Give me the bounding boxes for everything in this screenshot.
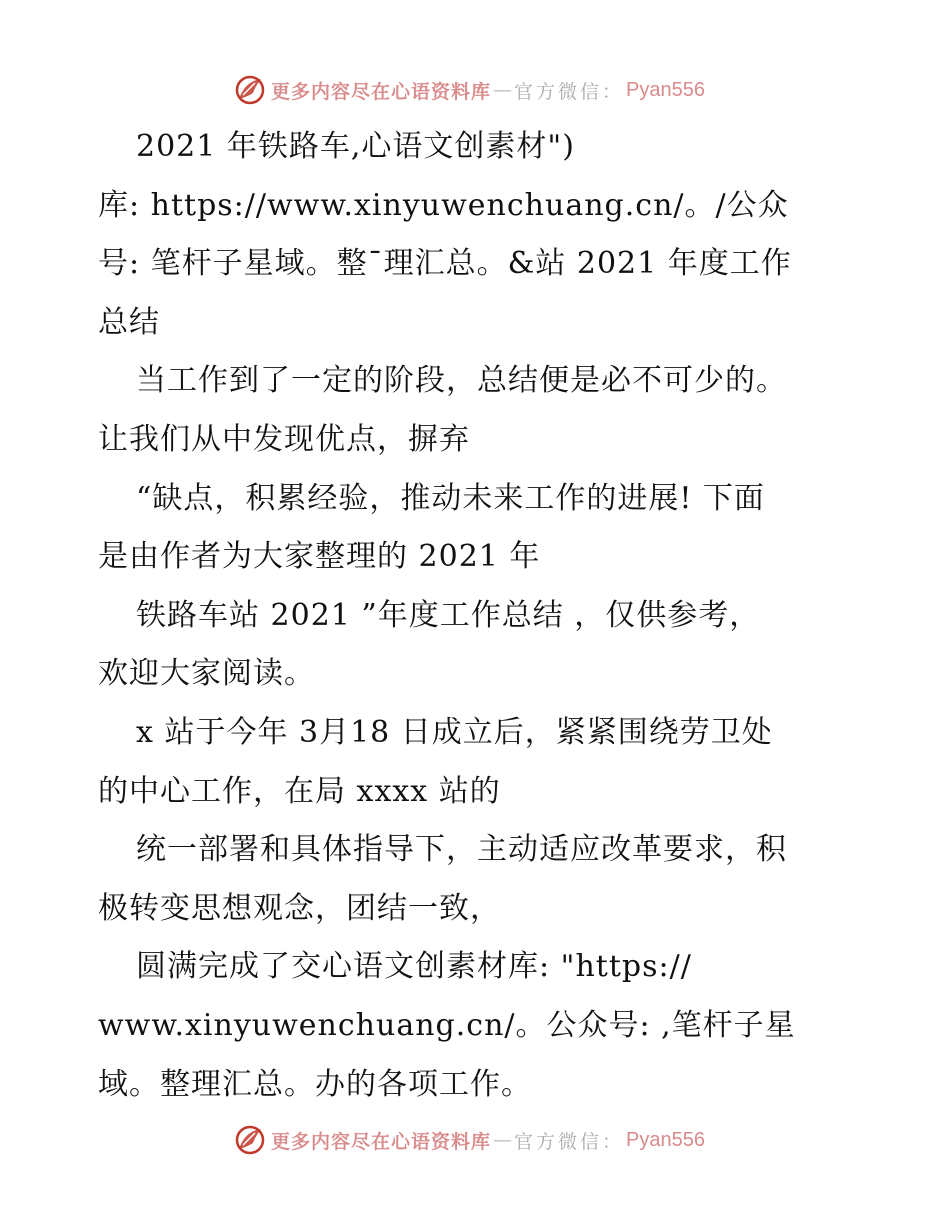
paragraph-line: 号: 笔杆子星域。整¯理汇总。&站 2021 年度工作 — [98, 246, 792, 282]
banner-dash: — — [493, 1129, 513, 1151]
banner-wechat-id: Pyan556 — [626, 78, 705, 101]
paragraph-line: 是由作者为大家整理的 2021 年 — [98, 539, 541, 575]
banner-official-label: 官方微信： — [514, 80, 625, 103]
banner-dash: — — [493, 79, 513, 101]
paragraph-line: 让我们从中发现优点，摒弃 — [98, 421, 470, 457]
paragraph-line: 2021 年铁路车,心语文创素材") — [136, 129, 575, 164]
document-body — [98, 118, 858, 1114]
paragraph-line: 铁路车站 2021 ”年度工作总结 ，仅供参考， — [136, 597, 761, 633]
paragraph-line: 极转变思想观念，团结一致， — [98, 890, 501, 926]
paragraph-line: 当工作到了一定的阶段，总结便是必不可少的。 — [136, 363, 787, 399]
paragraph-line: 圆满完成了交心语文创素材库: "https:// — [136, 949, 692, 985]
paragraph-line: 库: https://www.xinyuwenchuang.cn/。/公众 — [98, 187, 789, 223]
pen-nib-logo-icon — [233, 73, 267, 107]
paragraph-line: 域。整理汇总。办的各项工作。 — [98, 1066, 532, 1102]
paragraph-line: 的中心工作，在局 xxxx 站的 — [98, 773, 501, 809]
header-banner — [233, 72, 705, 108]
paragraph-line: www.xinyuwenchuang.cn/。公众号: ,笔杆子星 — [98, 1007, 796, 1043]
banner-wechat-id: Pyan556 — [626, 1128, 705, 1151]
paragraph-line: “缺点，积累经验，推动未来工作的进展! 下面 — [136, 480, 765, 516]
pen-nib-logo-icon — [233, 1123, 267, 1157]
paragraph-line: x 站于今年 3月18 日成立后，紧紧围绕劳卫处 — [136, 714, 773, 750]
banner-slogan: 更多内容尽在心语资料库 — [271, 80, 492, 103]
banner-official-label: 官方微信： — [514, 1130, 625, 1153]
paragraph-line: 统一部署和具体指导下，主动适应改革要求，积 — [136, 832, 787, 868]
paragraph-line: 总结 — [98, 304, 160, 340]
paragraph-line: 欢迎大家阅读。 — [98, 656, 315, 692]
banner-slogan: 更多内容尽在心语资料库 — [271, 1130, 492, 1153]
footer-banner — [233, 1122, 705, 1158]
